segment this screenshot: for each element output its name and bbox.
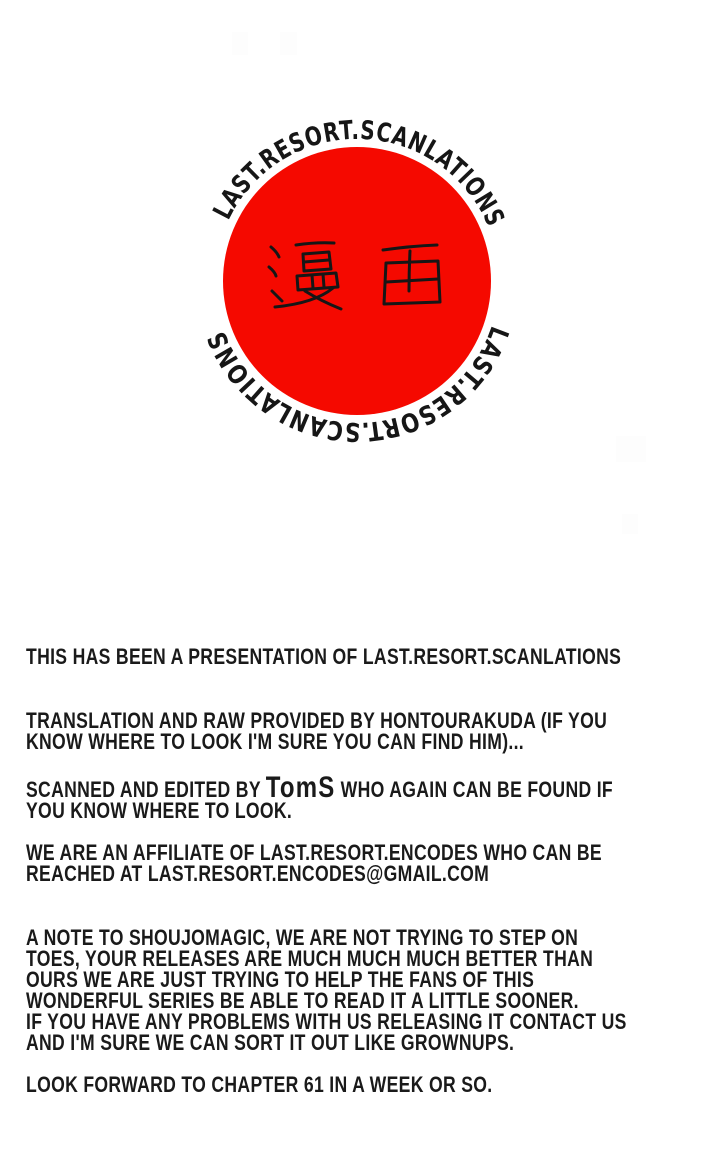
text-line xyxy=(26,771,613,804)
scanned-by-suffix: WHO AGAIN CAN BE FOUND IF xyxy=(335,777,613,802)
credits-presentation xyxy=(26,646,621,667)
text-line: YOU KNOW WHERE TO LOOK. xyxy=(26,798,293,823)
text-line: OURS WE ARE JUST TRYING TO HELP THE FANS OF THIS xyxy=(26,967,535,992)
editor-name: TomS xyxy=(265,771,336,804)
text-line: LOOK FORWARD TO CHAPTER 61 IN A WEEK OR SO. xyxy=(26,1072,493,1097)
text-line: THIS HAS BEEN A PRESENTATION OF LAST.RESORT.SCANLATIONS xyxy=(26,644,622,669)
ring-text-bottom: LAST.RESORT.SCANLATIONS xyxy=(200,322,514,447)
text-line: A NOTE TO SHOUJOMAGIC, WE ARE NOT TRYING TO STEP ON xyxy=(26,925,579,950)
text-line: AND I'M SURE WE CAN SORT IT OUT LIKE GROWNUPS. xyxy=(26,1030,515,1055)
scanned-by-prefix: SCANNED AND EDITED BY xyxy=(26,777,266,802)
credits-translation xyxy=(26,710,607,752)
text-line: TOES, YOUR RELEASES ARE MUCH MUCH MUCH BETTER THAN xyxy=(26,946,594,971)
credits-note-shoujomagic xyxy=(26,927,627,1053)
credits-affiliate xyxy=(26,842,602,884)
credits-next-chapter xyxy=(26,1074,493,1095)
text-line: IF YOU HAVE ANY PROBLEMS WITH US RELEASING IT CONTACT US xyxy=(26,1009,627,1034)
text-line: WONDERFUL SERIES BE ABLE TO READ IT A LITTLE SOONER. xyxy=(26,988,579,1013)
credits-scanned-edited xyxy=(26,771,613,823)
text-line: REACHED AT LAST.RESORT.ENCODES@GMAIL.COM xyxy=(26,861,490,886)
text-line: KNOW WHERE TO LOOK I'M SURE YOU CAN FIND HIM)... xyxy=(26,729,525,754)
ring-text-top: LAST.RESORT.SCANLATIONS xyxy=(207,115,512,236)
text-line: WE ARE AN AFFILIATE OF LAST.RESORT.ENCODES WHO CAN BE xyxy=(26,840,602,865)
scanlation-logo xyxy=(0,0,728,580)
text-line: TRANSLATION AND RAW PROVIDED BY HONTOURAKUDA (IF YOU xyxy=(26,708,608,733)
